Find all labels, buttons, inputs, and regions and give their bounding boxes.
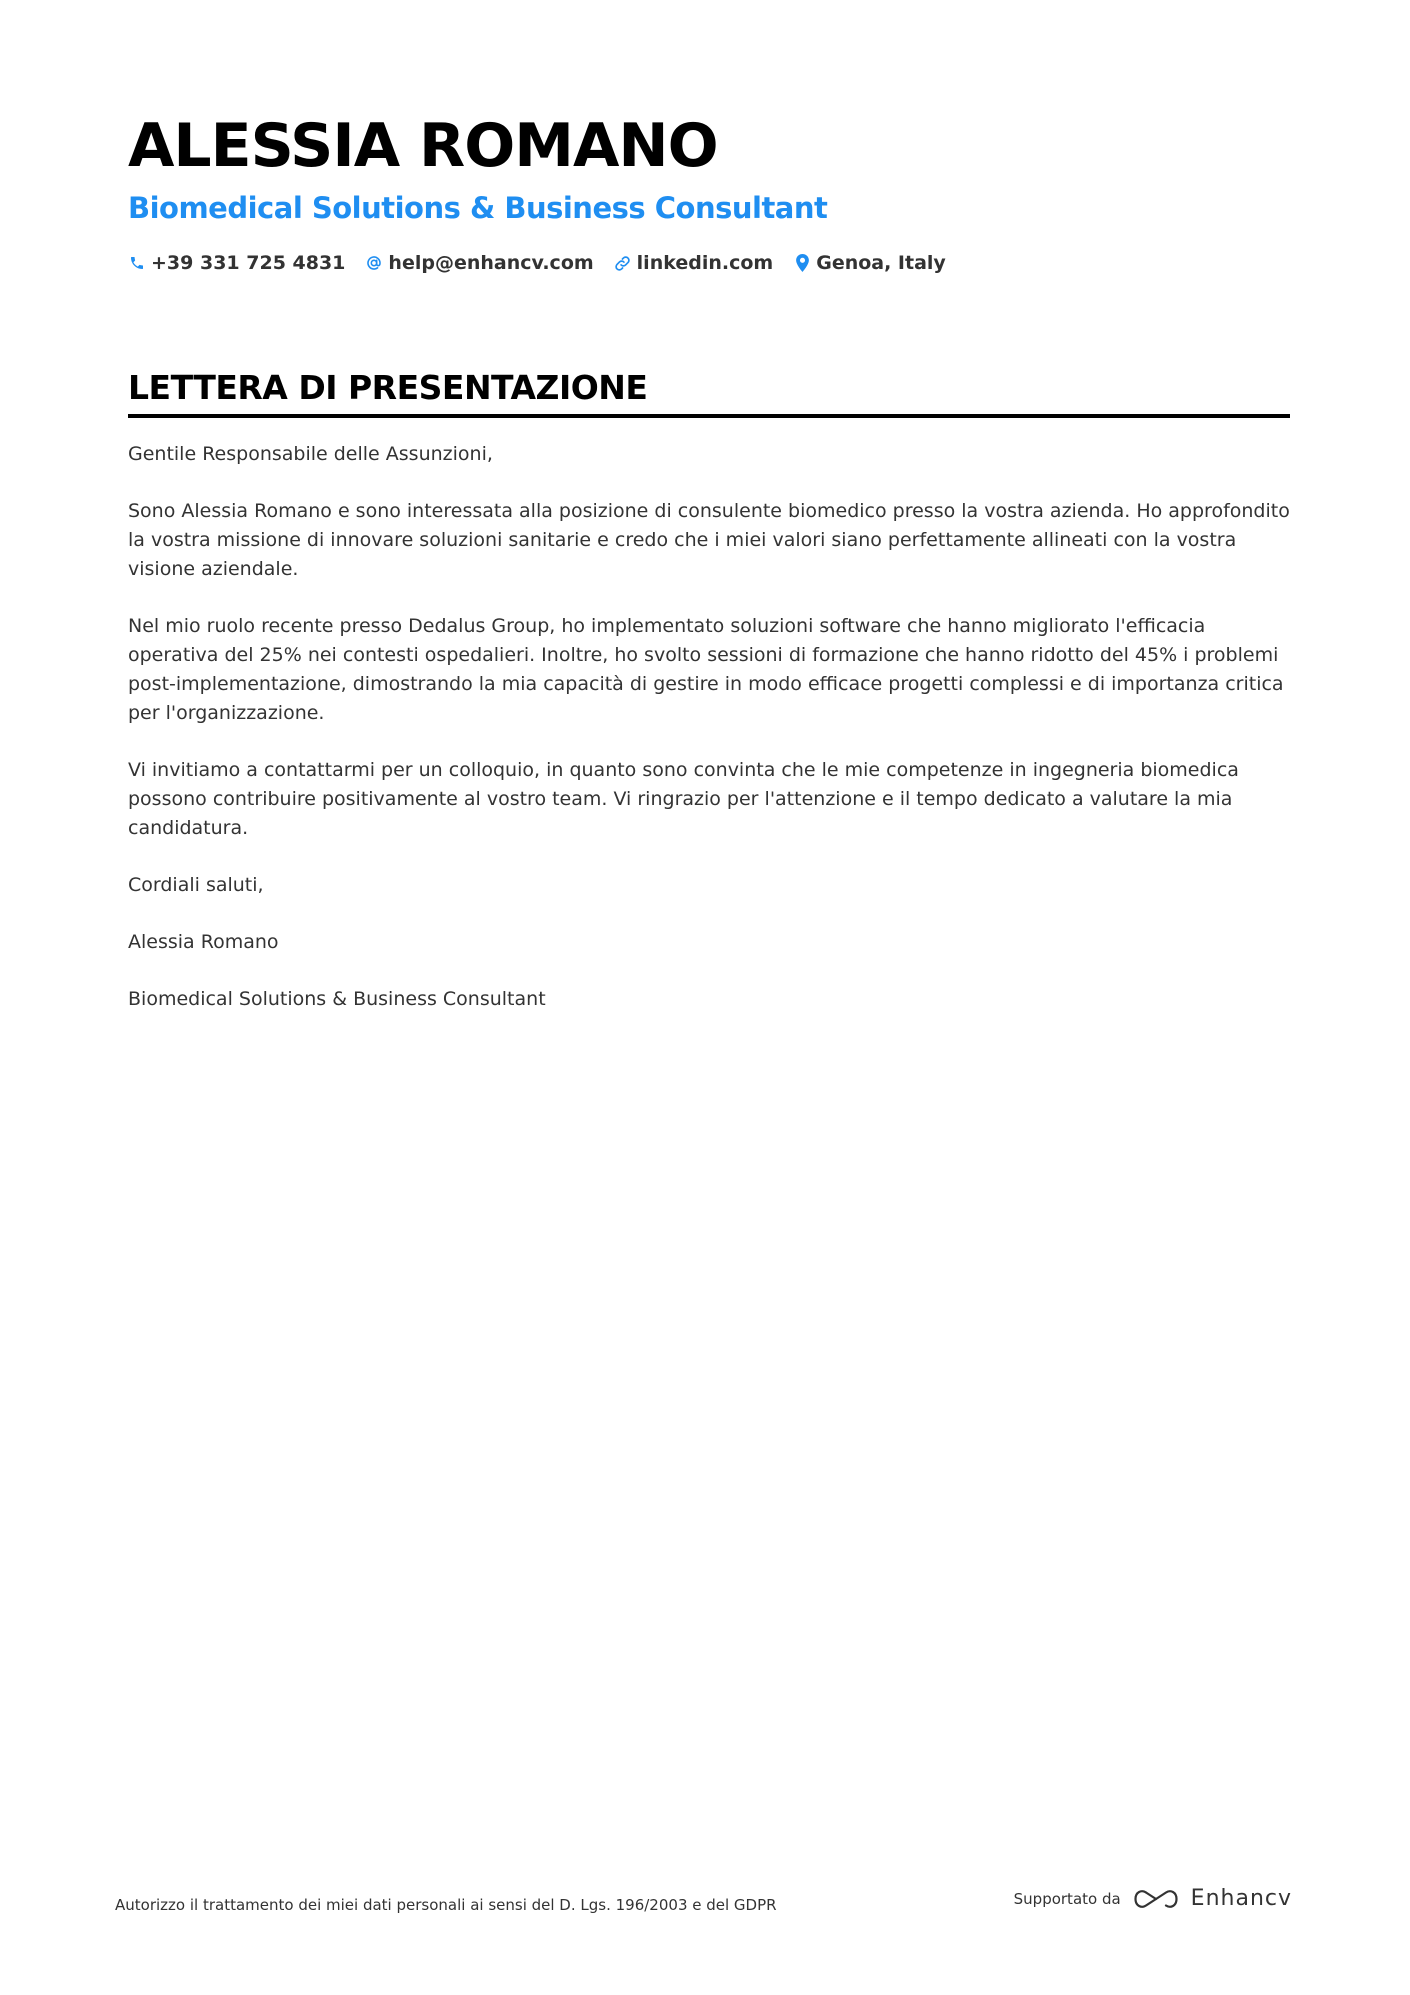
phone-number: +39 331 725 4831 <box>151 252 346 274</box>
letter-paragraph: Vi invitiamo a contattarmi per un colloquio, in quanto sono convinta che le mie competenze in ingegneria biomedica possono contribuire positivamente al vostro team. Vi ringrazio per l'attenzione e il tempo dedicato a valutare la mia candidatura. <box>128 759 1239 839</box>
linkedin-link[interactable]: linkedin.com <box>636 252 774 274</box>
letter-salutation: Gentile Responsabile delle Assunzioni, <box>128 443 493 465</box>
contact-bar <box>128 248 1288 278</box>
contact-email[interactable] <box>365 252 593 274</box>
letter-body <box>128 440 1290 1014</box>
location: Genoa, Italy <box>816 252 946 274</box>
contact-linkedin[interactable] <box>614 252 774 274</box>
at-icon <box>365 254 383 272</box>
privacy-consent: Autorizzo il trattamento dei miei dati personali ai sensi del D. Lgs. 196/2003 e del GDPR <box>115 1896 777 1914</box>
phone-icon <box>128 254 146 272</box>
section-divider <box>128 414 1290 418</box>
link-icon <box>614 254 632 272</box>
enhancv-brand: Enhancv <box>1190 1886 1292 1911</box>
letter-paragraph: Nel mio ruolo recente presso Dedalus Group, ho implementato soluzioni software che hanno migliorato l'efficacia operativa del 25% nei contesti ospedalieri. Inoltre, ho svolto sessioni di formazione che hanno ridotto del 45% i problemi post-implementazione, dimostrando la mia capacità di gestire in modo efficace progetti complessi e di importanza critica per l'organizzazione. <box>128 615 1284 724</box>
signature-title: Biomedical Solutions & Business Consultant <box>128 988 546 1010</box>
header <box>128 108 1288 278</box>
supported-by-label: Supportato da <box>1013 1889 1121 1908</box>
contact-location <box>793 252 946 274</box>
section-title: LETTERA DI PRESENTAZIONE <box>128 368 648 407</box>
location-pin-icon <box>793 254 811 272</box>
email-address[interactable]: help@enhancv.com <box>388 252 594 274</box>
letter-closing: Cordiali saluti, <box>128 874 264 896</box>
candidate-role: Biomedical Solutions & Business Consultant <box>128 191 828 225</box>
signature-name: Alessia Romano <box>128 931 279 953</box>
enhancv-logo-icon <box>1133 1887 1179 1911</box>
candidate-name: ALESSIA ROMANO <box>128 111 718 181</box>
letter-paragraph: Sono Alessia Romano e sono interessata alla posizione di consulente biomedico presso la vostra azienda. Ho approfondito la vostra missione di innovare soluzioni sanitarie e credo che i miei valori siano perfettamente allineati con la vostra visione aziendale. <box>128 500 1290 580</box>
footer-branding[interactable] <box>1014 1886 1292 1911</box>
cover-letter-section <box>128 364 1290 1042</box>
contact-phone <box>128 252 345 274</box>
